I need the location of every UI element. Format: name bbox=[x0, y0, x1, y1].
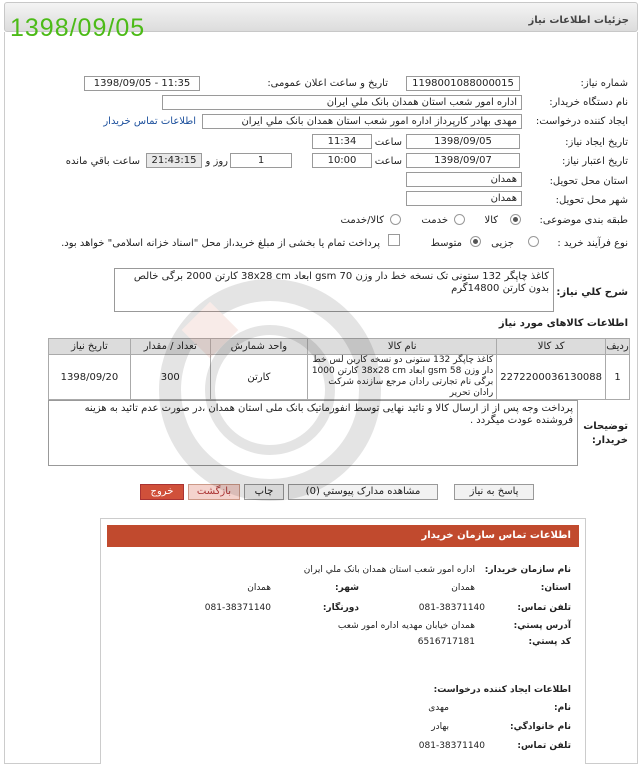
province-field: همدان bbox=[406, 172, 522, 187]
small-label: جزیی bbox=[491, 238, 514, 249]
need-number-label: شماره نیاز: bbox=[580, 78, 628, 89]
contact-province-label: استان: bbox=[540, 583, 571, 593]
contact-city-value: همدان bbox=[247, 583, 271, 593]
col-row: ردیف bbox=[606, 339, 630, 355]
creator-phone-label: تلفن تماس: bbox=[517, 741, 571, 751]
creator-label: ایجاد کننده درخواست: bbox=[535, 116, 628, 127]
city-label: شهر محل تحویل: bbox=[555, 195, 628, 206]
org-value: اداره امور شعب استان همدان بانک ملي ایران bbox=[303, 565, 475, 575]
radio-goods[interactable] bbox=[510, 214, 521, 225]
address-value: همدان خیابان مهدیه اداره امور شعب bbox=[337, 621, 475, 631]
days-field: 1 bbox=[230, 153, 292, 168]
org-label: نام سازمان خریدار: bbox=[484, 565, 571, 575]
treasury-checkbox[interactable] bbox=[388, 234, 400, 246]
valid-time-field: 10:00 bbox=[312, 153, 372, 168]
back-button[interactable]: بازگشت bbox=[188, 484, 240, 500]
family-label: نام خانوادگي: bbox=[509, 722, 571, 732]
buyer-field: اداره امور شعب استان همدان بانک ملي ایران bbox=[162, 95, 522, 110]
announce-field: 1398/09/05 - 11:35 bbox=[84, 76, 200, 91]
cell-name: کاغذ چاپگر 132 ستونی دو نسخه کاربن لس خط دار وزن 58 gsm ابعاد 38x28 cm کارتن 1000 برگی نام تجارتی رادان مرجع سازنده شرکت رادان تحریر bbox=[308, 355, 497, 400]
phone-label: تلفن تماس: bbox=[517, 603, 571, 613]
phone-value: 081-38371140 bbox=[418, 603, 485, 613]
create-date-field: 1398/09/05 bbox=[406, 134, 520, 149]
contact-header: اطلاعات تماس سازمان خریدار bbox=[107, 525, 579, 547]
goods-label: کالا bbox=[484, 215, 498, 226]
valid-date-label: تاریخ اعتبار نیاز: bbox=[562, 156, 628, 167]
col-qty: تعداد / مقدار bbox=[130, 339, 210, 355]
notes-box: پرداخت وجه پس از از ارسال کالا و تائید نهایی توسط انفورماتیک بانک ملی استان همدان ،در صورت عدم تائید به هزینه فروشنده عودت میگردد . bbox=[48, 400, 578, 466]
creator-phone-value: 081-38371140 bbox=[418, 741, 485, 751]
create-date-label: تاریخ ایجاد نیاز: bbox=[565, 137, 628, 148]
announce-label: تاریخ و ساعت اعلان عمومی: bbox=[267, 78, 388, 89]
summary-label: شرح کلي نیاز: bbox=[556, 287, 628, 298]
remaining-time-field: 21:43:15 bbox=[146, 153, 202, 168]
days-label: روز و bbox=[205, 156, 228, 167]
valid-date-field: 1398/09/07 bbox=[406, 153, 520, 168]
col-unit: واحد شمارش bbox=[210, 339, 308, 355]
items-table bbox=[48, 338, 630, 400]
attachments-button[interactable]: مشاهده مدارک پیوستي (0) bbox=[288, 484, 438, 500]
contact-city-label: شهر: bbox=[335, 583, 359, 593]
reply-button[interactable]: پاسخ به نیاز bbox=[454, 484, 534, 500]
cell-row: 1 bbox=[606, 355, 630, 400]
cell-date: 1398/09/20 bbox=[49, 355, 131, 400]
contact-panel bbox=[100, 518, 586, 764]
fax-label: دورنگار: bbox=[322, 603, 359, 613]
contact-province-value: همدان bbox=[451, 583, 475, 593]
service-label: خدمت bbox=[421, 215, 448, 226]
creator-field: مهدی بهادر کارپرداز اداره امور شعب استان همدان بانک ملي ایران bbox=[202, 114, 522, 129]
payment-note: پرداخت تمام یا بخشی از مبلغ خرید،از محل "اسناد خزانه اسلامی" خواهد بود. bbox=[61, 238, 380, 249]
radio-small[interactable] bbox=[528, 236, 539, 247]
cell-unit: کارتن bbox=[210, 355, 308, 400]
col-code: کد کالا bbox=[497, 339, 606, 355]
buyer-label: نام دستگاه خریدار: bbox=[549, 97, 628, 108]
process-label: نوع فرآیند خرید : bbox=[557, 238, 628, 249]
valid-time-label: ساعت bbox=[374, 156, 402, 167]
buyer-contact-link[interactable]: اطلاعات تماس خریدار bbox=[103, 116, 196, 127]
fax-value: 081-38371140 bbox=[204, 603, 271, 613]
table-row bbox=[49, 355, 630, 400]
name-label: نام: bbox=[554, 703, 571, 713]
notes-label: توضیحات خریدار: bbox=[583, 421, 628, 446]
create-time-field: 11:34 bbox=[312, 134, 372, 149]
col-date: تاریخ نیاز bbox=[49, 339, 131, 355]
remaining-label: ساعت باقي مانده bbox=[65, 156, 140, 167]
create-time-label: ساعت bbox=[374, 137, 402, 148]
cell-code: 2272200036130088 bbox=[497, 355, 606, 400]
summary-box: کاغذ چاپگر 132 ستونی تک نسخه خط دار وزن gsm 70 ابعاد 38x28 cm کارتن 2000 برگی خالص بدون کارتن 14800گرم bbox=[114, 268, 554, 312]
goods-service-label: کالا/خدمت bbox=[340, 215, 384, 226]
creator-title: اطلاعات ایجاد کننده درخواست: bbox=[433, 685, 571, 695]
page-title: جزئیات اطلاعات نیاز bbox=[4, 2, 638, 32]
items-title: اطلاعات کالاهای مورد نیاز bbox=[498, 318, 628, 329]
radio-service[interactable] bbox=[454, 214, 465, 225]
category-label: طبقه بندی موضوعی: bbox=[539, 215, 628, 226]
postal-value: 6516717181 bbox=[417, 637, 475, 647]
print-button[interactable]: چاپ bbox=[244, 484, 284, 500]
postal-label: کد پستي: bbox=[528, 637, 571, 647]
family-value: بهادر bbox=[431, 722, 449, 732]
radio-goods-service[interactable] bbox=[390, 214, 401, 225]
name-value: مهدی bbox=[428, 703, 449, 713]
medium-label: متوسط bbox=[430, 238, 462, 249]
province-label: استان محل تحویل: bbox=[549, 176, 628, 187]
radio-medium[interactable] bbox=[470, 236, 481, 247]
need-number-field: 1198001088000015 bbox=[406, 76, 520, 91]
date-stamp: 1398/09/05 bbox=[10, 14, 146, 42]
col-name: نام کالا bbox=[308, 339, 497, 355]
cell-qty: 300 bbox=[130, 355, 210, 400]
city-field: همدان bbox=[406, 191, 522, 206]
exit-button[interactable]: خروج bbox=[140, 484, 184, 500]
address-label: آدرس پستي: bbox=[513, 621, 571, 631]
